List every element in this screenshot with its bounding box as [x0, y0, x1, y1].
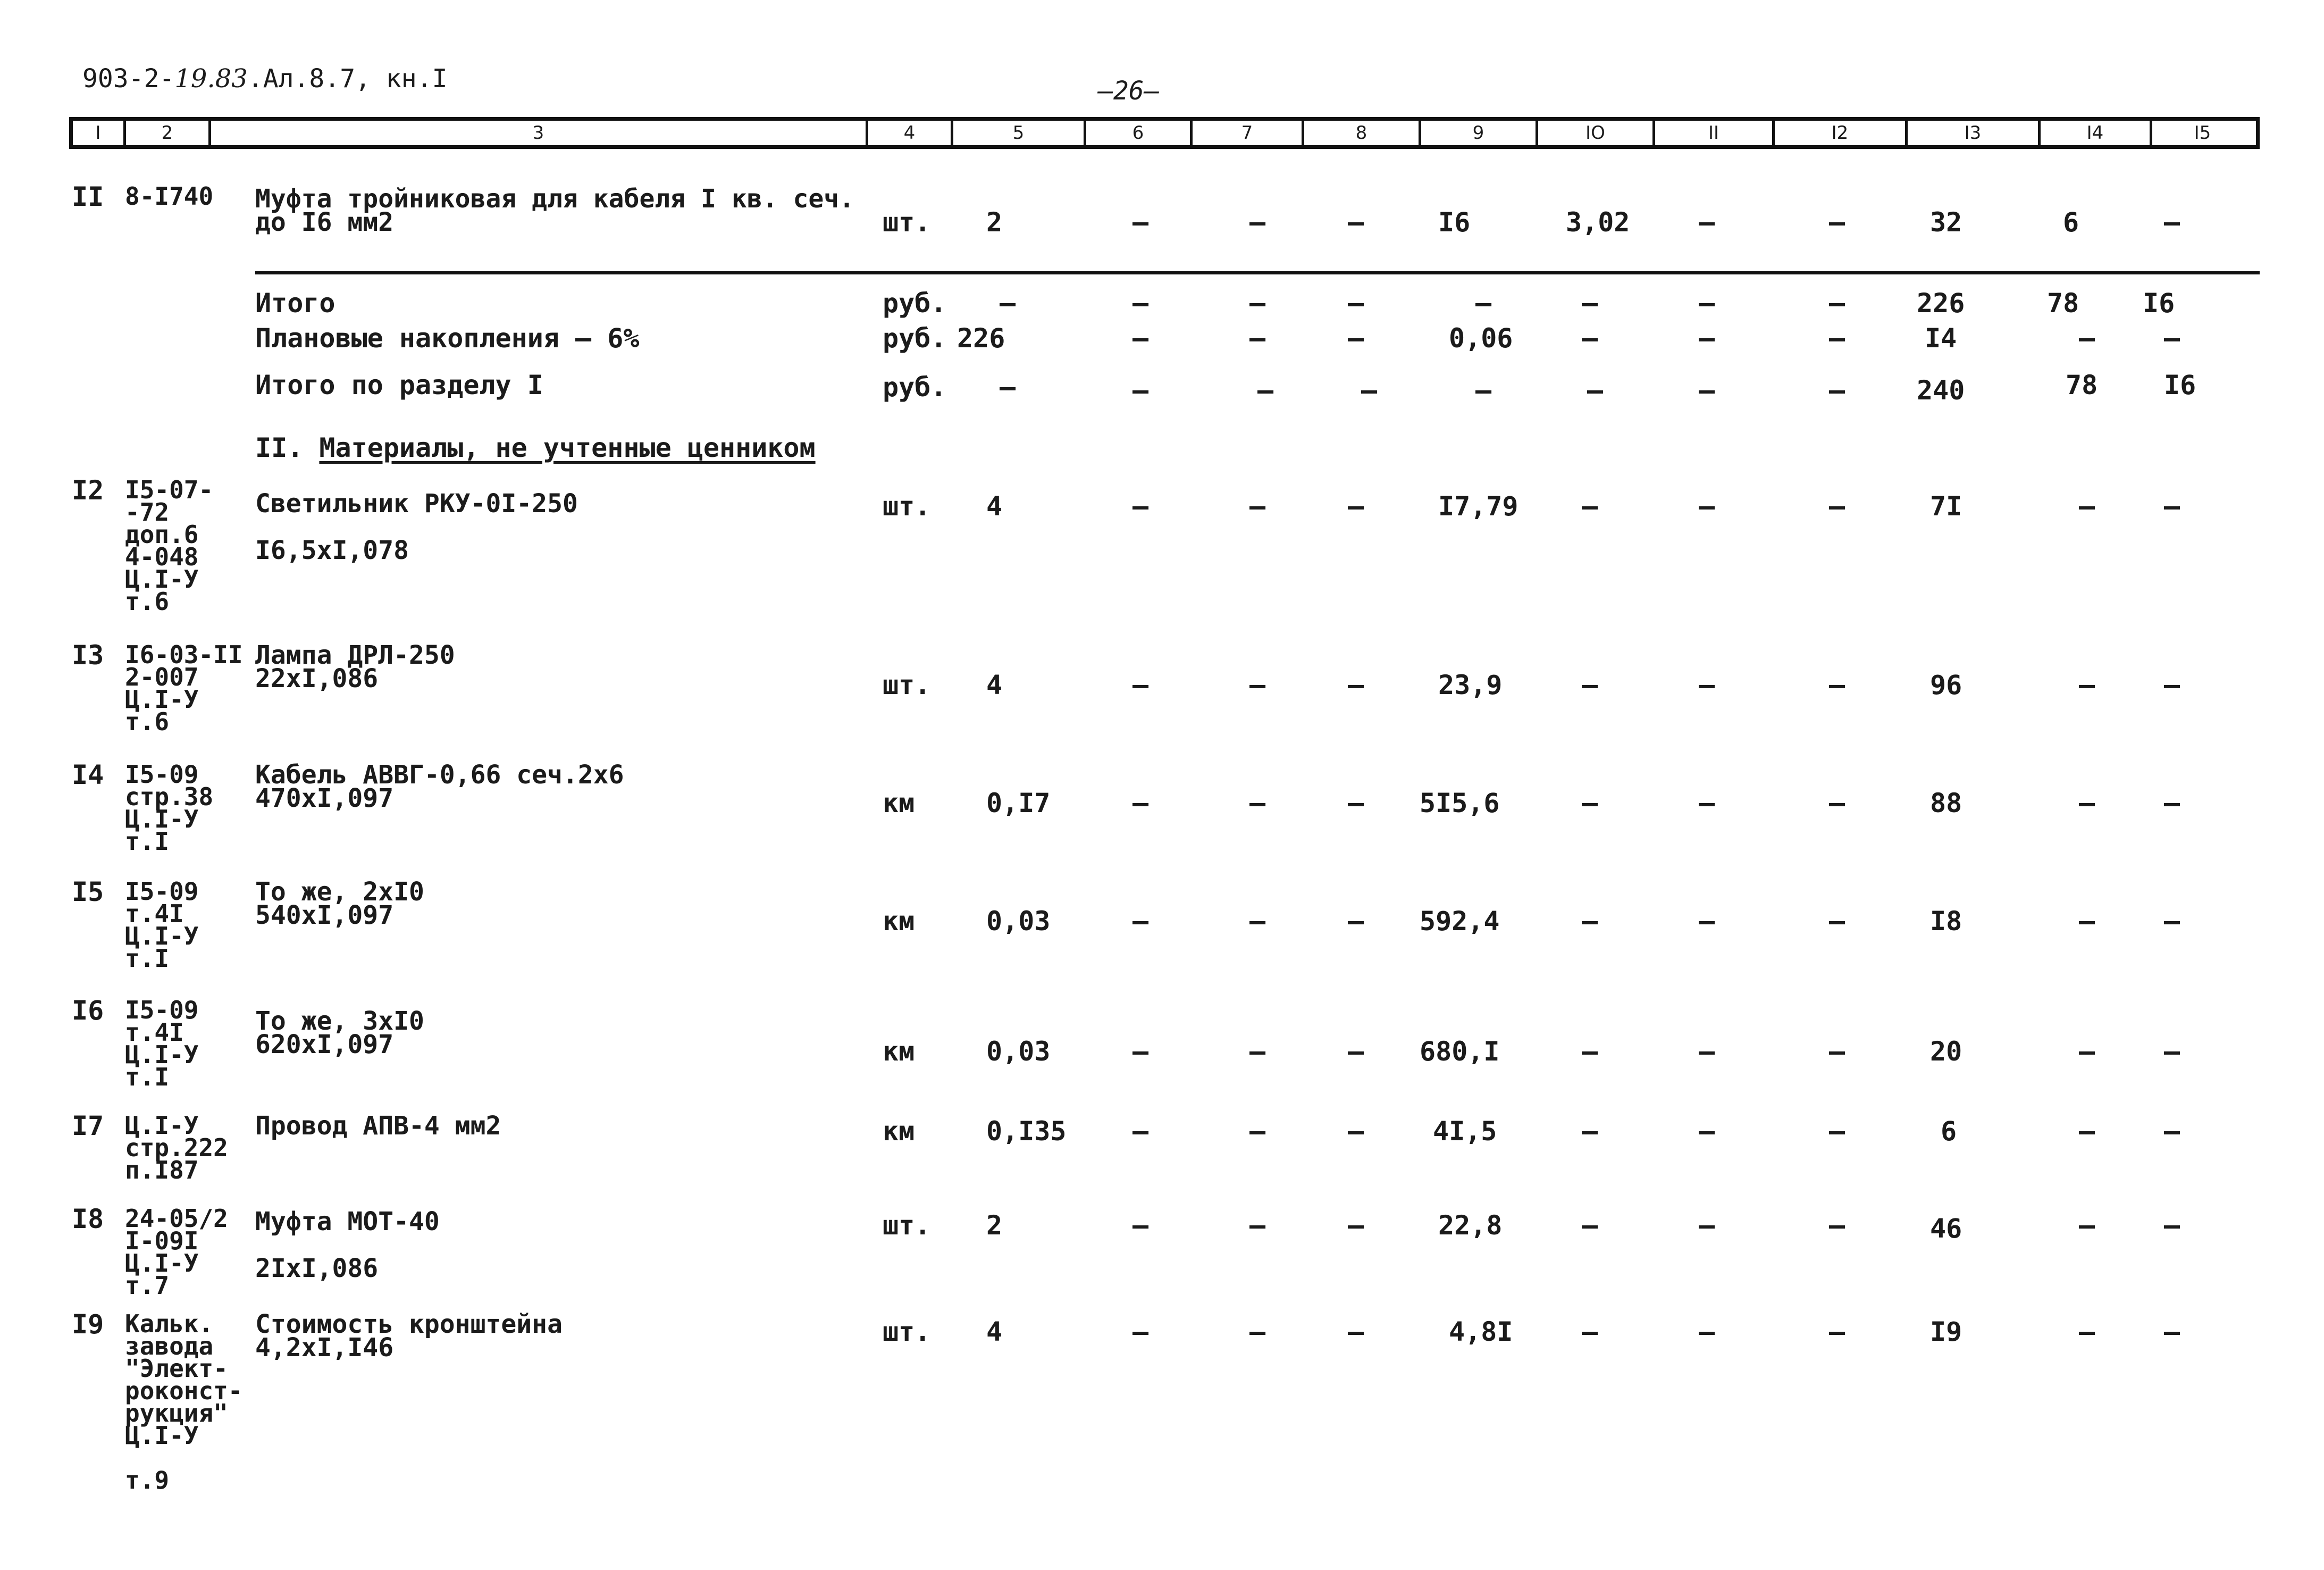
cell-col7: –	[1249, 323, 1266, 354]
cell-col11: –	[1699, 207, 1715, 238]
cell-col9: 23,9	[1438, 670, 1503, 700]
cell-col7: –	[1257, 375, 1274, 406]
cell-col14: –	[2079, 788, 2095, 819]
cell-col10: –	[1582, 288, 1598, 319]
cell-col15: –	[2164, 1116, 2180, 1147]
cell-col15: –	[2164, 670, 2180, 700]
cell-col14: –	[2079, 1036, 2095, 1067]
cell-col9: 4I,5	[1433, 1116, 1497, 1147]
row-unit: км	[883, 906, 915, 937]
cell-col13: I4	[1925, 323, 1957, 354]
row-unit: шт.	[883, 1316, 931, 1347]
cell-col5: 2	[986, 1210, 1003, 1241]
cell-col15: –	[2164, 491, 2180, 522]
totals-label: Итого по разделу I	[255, 370, 543, 400]
cell-col10: –	[1582, 670, 1598, 700]
cell-col5: 2	[986, 207, 1003, 238]
column-number: 7	[1193, 121, 1304, 145]
cell-col14: 78	[2047, 288, 2079, 319]
row-unit: км	[883, 1116, 915, 1147]
cell-col8: –	[1348, 1210, 1364, 1241]
cell-col8: –	[1348, 788, 1364, 819]
column-number: 4	[868, 121, 953, 145]
row-code: 8-I740	[125, 182, 214, 211]
row-code: I6-03-II 2-007 Ц.I-У т.6	[125, 640, 243, 736]
cell-col7: –	[1249, 288, 1266, 319]
cell-col9: –	[1475, 288, 1492, 319]
row-description: Муфта тройниковая для кабеля I кв. сеч. до I6 мм2	[255, 184, 855, 237]
cell-col9: 680,I	[1420, 1036, 1500, 1067]
cell-col15: –	[2164, 906, 2180, 937]
row-number: I6	[72, 995, 104, 1026]
cell-col13: 46	[1930, 1213, 1962, 1244]
row-unit: шт.	[883, 670, 931, 700]
cell-col9: 5I5,6	[1420, 788, 1500, 819]
cell-col12: –	[1829, 323, 1845, 354]
cell-col5: –	[1000, 288, 1016, 319]
column-number: 9	[1421, 121, 1538, 145]
cell-col9: 22,8	[1438, 1210, 1503, 1241]
cell-col9: –	[1475, 375, 1492, 406]
row-description: Светильник РКУ-0I-250 I6,5хI,078	[255, 489, 578, 565]
totals-label: Плановые накопления – 6%	[255, 323, 640, 354]
cell-col11: –	[1699, 1316, 1715, 1347]
cell-col5: –	[1000, 372, 1016, 403]
cell-col11: –	[1699, 670, 1715, 700]
cell-col14: –	[2079, 1210, 2095, 1241]
cell-col11: –	[1699, 1210, 1715, 1241]
cell-col13: 88	[1930, 788, 1962, 819]
column-number: 3	[211, 121, 868, 145]
cell-col5: 0,03	[986, 1036, 1051, 1067]
cell-col11: –	[1699, 491, 1715, 522]
document-code	[82, 65, 448, 93]
cell-col10: –	[1582, 1036, 1598, 1067]
column-number: II	[1655, 121, 1775, 145]
cell-col10: –	[1587, 375, 1604, 406]
cell-col15: –	[2164, 323, 2180, 354]
column-number: IO	[1538, 121, 1655, 145]
cell-col11: –	[1699, 1116, 1715, 1147]
cell-col12: –	[1829, 1316, 1845, 1347]
column-number-bar	[69, 117, 2260, 149]
row-number: II	[72, 181, 104, 212]
cell-col14: –	[2079, 906, 2095, 937]
cell-col5: 0,I35	[986, 1116, 1067, 1147]
page-number: —26—	[1098, 76, 1160, 106]
cell-col12: –	[1829, 375, 1845, 406]
cell-col8: –	[1348, 207, 1364, 238]
row-code: Кальк. завода "Элект- роконст- рукция" Ц.I-У т.9	[125, 1309, 243, 1494]
cell-col14: –	[2079, 1316, 2095, 1347]
row-number: I4	[72, 759, 104, 790]
row-description: Кабель АВВГ-0,66 сеч.2х6 470хI,097	[255, 760, 624, 813]
cell-col13: 240	[1917, 375, 1965, 406]
cell-col12: –	[1829, 491, 1845, 522]
cell-col14: –	[2079, 323, 2095, 354]
row-description: То же, 2хI0 540хI,097	[255, 877, 424, 930]
cell-col10: –	[1582, 1316, 1598, 1347]
cell-col13: 96	[1930, 670, 1962, 700]
cell-col10: –	[1582, 906, 1598, 937]
cell-col8: –	[1348, 491, 1364, 522]
section-title: Материалы, не учтенные ценником	[319, 432, 816, 463]
totals-unit: руб.	[883, 288, 947, 319]
row-number: I8	[72, 1204, 104, 1234]
cell-col10: –	[1582, 491, 1598, 522]
row-unit: км	[883, 788, 915, 819]
row-number: I2	[72, 475, 104, 506]
cell-col14: 6	[2063, 207, 2079, 238]
row-unit: шт.	[883, 1210, 931, 1241]
cell-col8: –	[1348, 1116, 1364, 1147]
row-description: Стоимость кронштейна 4,2хI,I46	[255, 1309, 563, 1363]
cell-col15: –	[2164, 207, 2180, 238]
cell-col7: –	[1249, 788, 1266, 819]
cell-col10: –	[1582, 323, 1598, 354]
cell-col11: –	[1699, 1036, 1715, 1067]
cell-col5: 226	[957, 323, 1005, 354]
cell-col8: –	[1348, 288, 1364, 319]
totals-unit: руб.	[883, 372, 947, 403]
column-number: I3	[1908, 121, 2041, 145]
cell-col10: 3,02	[1566, 207, 1630, 238]
row-code: Ц.I-У стр.222 п.I87	[125, 1111, 228, 1184]
cell-col8: –	[1348, 323, 1364, 354]
cell-col14: –	[2079, 491, 2095, 522]
row-number: I7	[72, 1110, 104, 1141]
cell-col6: –	[1132, 1210, 1149, 1241]
cell-col12: –	[1829, 906, 1845, 937]
column-number: I	[73, 121, 126, 145]
cell-col8: –	[1348, 1036, 1364, 1067]
cell-col7: –	[1249, 1316, 1266, 1347]
cell-col11: –	[1699, 788, 1715, 819]
cell-col10: –	[1582, 1210, 1598, 1241]
cell-col11: –	[1699, 375, 1715, 406]
row-description: Лампа ДРЛ-250 22хI,086	[255, 640, 455, 694]
cell-col14: 78	[2066, 370, 2098, 400]
cell-col7: –	[1249, 1210, 1266, 1241]
cell-col6: –	[1132, 207, 1149, 238]
cell-col8: –	[1348, 1316, 1364, 1347]
cell-col8: –	[1348, 906, 1364, 937]
cell-col6: –	[1132, 1316, 1149, 1347]
cell-col15: I6	[2164, 370, 2196, 400]
cell-col9: 0,06	[1449, 323, 1513, 354]
cell-col13: 7I	[1930, 491, 1962, 522]
column-number: 6	[1086, 121, 1193, 145]
doc-code-prefix: 903-2-	[82, 64, 175, 94]
cell-col14: –	[2079, 1116, 2095, 1147]
cell-col5: 0,I7	[986, 788, 1051, 819]
totals-unit: руб.	[883, 323, 947, 354]
section-prefix: II.	[255, 432, 304, 463]
cell-col7: –	[1249, 1116, 1266, 1147]
row-description: То же, 3хI0 620хI,097	[255, 1006, 424, 1059]
cell-col6: –	[1132, 1036, 1149, 1067]
cell-col13: 226	[1917, 288, 1965, 319]
totals-rule	[255, 271, 2260, 274]
cell-col5: 4	[986, 491, 1003, 522]
cell-col8: –	[1348, 670, 1364, 700]
row-number: I3	[72, 640, 104, 671]
doc-code-suffix: .Ал.8.7, кн.I	[247, 64, 448, 94]
row-code: I5-09 т.4I Ц.I-У т.I	[125, 877, 199, 973]
cell-col7: –	[1249, 906, 1266, 937]
cell-col13: 6	[1941, 1116, 1957, 1147]
cell-col14: –	[2079, 670, 2095, 700]
doc-code-handwritten: 19.83	[174, 64, 248, 94]
row-unit: км	[883, 1036, 915, 1067]
totals-label: Итого	[255, 288, 335, 319]
cell-col10: –	[1582, 788, 1598, 819]
cell-col7: –	[1249, 1036, 1266, 1067]
cell-col6: –	[1132, 288, 1149, 319]
column-number: 5	[953, 121, 1086, 145]
cell-col11: –	[1699, 906, 1715, 937]
cell-col7: –	[1249, 207, 1266, 238]
cell-col6: –	[1132, 670, 1149, 700]
row-code: I5-09 стр.38 Ц.I-У т.I	[125, 760, 214, 856]
cell-col6: –	[1132, 906, 1149, 937]
row-number: I9	[72, 1309, 104, 1340]
cell-col12: –	[1829, 288, 1845, 319]
cell-col12: –	[1829, 1036, 1845, 1067]
row-code: I5-09 т.4I Ц.I-У т.I	[125, 996, 199, 1091]
cell-col13: 20	[1930, 1036, 1962, 1067]
cell-col12: –	[1829, 207, 1845, 238]
cell-col15: –	[2164, 1316, 2180, 1347]
cell-col6: –	[1132, 375, 1149, 406]
cell-col8: –	[1361, 375, 1378, 406]
cell-col6: –	[1132, 788, 1149, 819]
section-heading	[255, 432, 816, 463]
column-number: 8	[1304, 121, 1421, 145]
column-number: I5	[2194, 122, 2211, 144]
cell-col15: –	[2164, 1210, 2180, 1241]
cell-col9: I7,79	[1438, 491, 1518, 522]
column-number: 2	[126, 121, 211, 145]
cell-col12: –	[1829, 1210, 1845, 1241]
cell-col10: –	[1582, 1116, 1598, 1147]
cell-col6: –	[1132, 323, 1149, 354]
cell-col12: –	[1829, 1116, 1845, 1147]
cell-col5: 0,03	[986, 906, 1051, 937]
row-code: I5-07- -72 доп.6 4-048 Ц.I-У т.6	[125, 475, 214, 616]
cell-col13: I8	[1930, 906, 1962, 937]
cell-col15: –	[2164, 788, 2180, 819]
cell-col5: 4	[986, 670, 1003, 700]
cell-col7: –	[1249, 491, 1266, 522]
row-unit: шт.	[883, 207, 931, 238]
cell-col11: –	[1699, 288, 1715, 319]
row-description: Муфта МОТ-40 2IхI,086	[255, 1207, 440, 1283]
column-number: I2	[1775, 121, 1908, 145]
row-number: I5	[72, 876, 104, 907]
cell-col6: –	[1132, 1116, 1149, 1147]
cell-col9: I6	[1438, 207, 1471, 238]
cell-col15: I6	[2143, 288, 2175, 319]
cell-col11: –	[1699, 323, 1715, 354]
cell-col5: 4	[986, 1316, 1003, 1347]
row-description: Провод АПВ-4 мм2	[255, 1111, 501, 1141]
row-unit: шт.	[883, 491, 931, 522]
row-code: 24-05/2 I-09I Ц.I-У т.7	[125, 1204, 228, 1300]
cell-col7: –	[1249, 670, 1266, 700]
cell-col12: –	[1829, 670, 1845, 700]
cell-col13: 32	[1930, 207, 1962, 238]
cell-col15: –	[2164, 1036, 2180, 1067]
cell-col6: –	[1132, 491, 1149, 522]
cell-col13: I9	[1930, 1316, 1962, 1347]
column-number: I4	[2041, 121, 2152, 145]
cell-col9: 592,4	[1420, 906, 1500, 937]
cell-col9: 4,8I	[1449, 1316, 1513, 1347]
cell-col12: –	[1829, 788, 1845, 819]
